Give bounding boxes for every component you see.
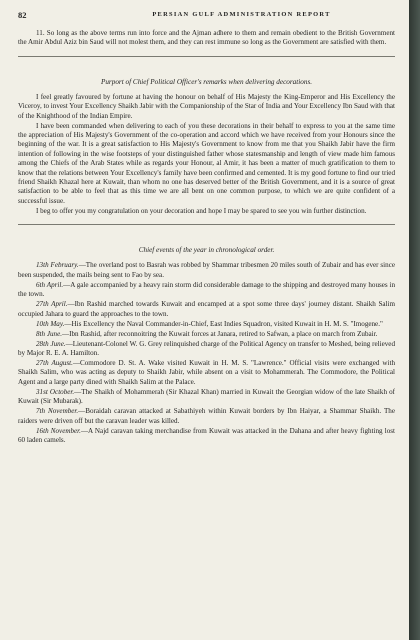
event-date: 10th May. (36, 319, 65, 328)
page-number: 82 (18, 10, 27, 20)
event-entry (18, 340, 395, 359)
event-text: —The overland post to Basrah was robbed by Shammar tribesmen 20 miles south of Zubair and has ever since been suspended, the mails being sent to Fao by sea. (18, 261, 395, 279)
event-text: —Commodore D. St. A. Wake visited Kuwait in H. M. S. "Lawrence." Official visits were exchanged with Shaikh Salim, who was acting as deputy to Shaikh Jabir, while absent on a visit to Mohammerah. The Commodore, the Political Agent and a large party dined with Shaikh Salim at the Palace. (18, 358, 395, 386)
intro-paragraph: 11. So long as the above terms run into force and the Ajman adhere to them and remain obedient to the British Government the Amir Abdul Aziz bin Saud will not molest them, and they can rest immune so long as the Government are satisfied with them. (18, 29, 395, 47)
event-entry (18, 320, 395, 329)
event-date: 7th November. (36, 407, 79, 416)
section-divider-2 (18, 224, 395, 225)
remarks-section-body (18, 93, 395, 216)
event-date: 27th April. (36, 300, 68, 309)
events-section-title: Chief events of the year in chronological order. (138, 246, 275, 255)
event-text: —The Shaikh of Mohammerah (Sir Khazal Khan) married in Kuwait the Georgian widow of the late Shaikh of Kuwait (Sir Mubarak). (18, 387, 395, 406)
event-entry (18, 330, 395, 339)
event-text: —A gale accompanied by a heavy rain storm did considerable damage to the shipping and destroyed many houses in the town. (18, 280, 395, 299)
event-entry (18, 300, 395, 319)
event-text: —His Excellency the Naval Commander-in-Chief, East Indies Squadron, visited Kuwait in H. M. S. "Imogene." (64, 319, 383, 328)
event-entry (18, 407, 395, 426)
book-spine-edge (409, 0, 420, 640)
remarks-paragraph-2: I have been commanded when delivering to each of you these decorations in their behalf to express to you at the same time the appreciation of His Majesty's Government of the co-operation and accord which we have received from your Honours since the beginning of the war. It is a great satisfaction to His Majesty's Government to know from me that you Shaikh Jabir have the firm intention of following in the wise footsteps of your distinguished father whose statesmanship and length of view made him famous among the Chiefs of the Arab States while as regards your Honour, al Amir, it has been a matter of much gratification to them to know that the relations between Your Excellency's family have been confirmed and cemented. It is my good fortune to find our tried friend Shaikh Khazal here at Kuwait, than whom no one has deserved better of the British Government, and it is a source of great satisfaction to be able to feel that as this time we are all bent on one common purpose, to which we are quite confident of a successful issue. (18, 121, 395, 205)
event-entry (18, 388, 395, 407)
event-date: 8th June. (36, 329, 63, 338)
event-entry (18, 261, 395, 280)
event-date: 28th June. (36, 339, 66, 348)
running-header (18, 10, 395, 23)
event-date: 27th August. (36, 358, 73, 367)
remarks-paragraph-1: I feel greatly favoured by fortune at having the honour on behalf of His Majesty the King-Emperor and His Excellency the Viceroy, to invest Your Excellency Shaikh Jabir with the Companionship of the Star of India and Your Excellency Ibn Saud with that of the Knighthood of the Indian Empire. (18, 92, 395, 120)
remarks-section-title: Purport of Chief Political Officer's remarks when delivering decorations. (100, 77, 313, 86)
events-list (18, 261, 395, 445)
event-date: 6th April. (36, 280, 64, 289)
event-text: —Ibn Rashid marched towards Kuwait and encamped at a spot some three days' journey distant. Shaikh Salim occupied Jahara to guard the approaches to the town. (18, 300, 395, 318)
remarks-paragraph-3: I beg to offer you my congratulation on your decoration and hope I may be spared to see you win further distinction. (36, 206, 367, 215)
event-text: —Boraidah caravan attacked at Sabathiyeh within Kuwait borders by Ibn Haiyar, a Shammar Shaikh. The raiders were driven off but the caravan leader was killed. (18, 407, 395, 425)
event-date: 16th November. (36, 426, 81, 435)
event-text: —Ibn Rashid, after reconnoitring the Kuwait forces at Janara, retired to Safwan, a place on march from Zubair. (62, 329, 378, 338)
event-text: —A Najd caravan taking merchandise from Kuwait was attacked in the Dahana and after heavy fighting lost 60 laden camels. (18, 426, 396, 444)
event-date: 31st October. (36, 387, 75, 396)
event-date: 13th February. (36, 261, 79, 270)
section-divider-1 (18, 56, 395, 57)
event-entry (18, 281, 395, 300)
event-entry (18, 427, 395, 446)
event-entry (18, 359, 395, 387)
event-text: —Lieutenant-Colonel W. G. Grey relinquished charge of the Political Agency on transfer to Meshed, being relieved by Major R. E. A. Hamilton. (18, 339, 395, 357)
running-title: PERSIAN GULF ADMINISTRATION REPORT (152, 11, 331, 18)
